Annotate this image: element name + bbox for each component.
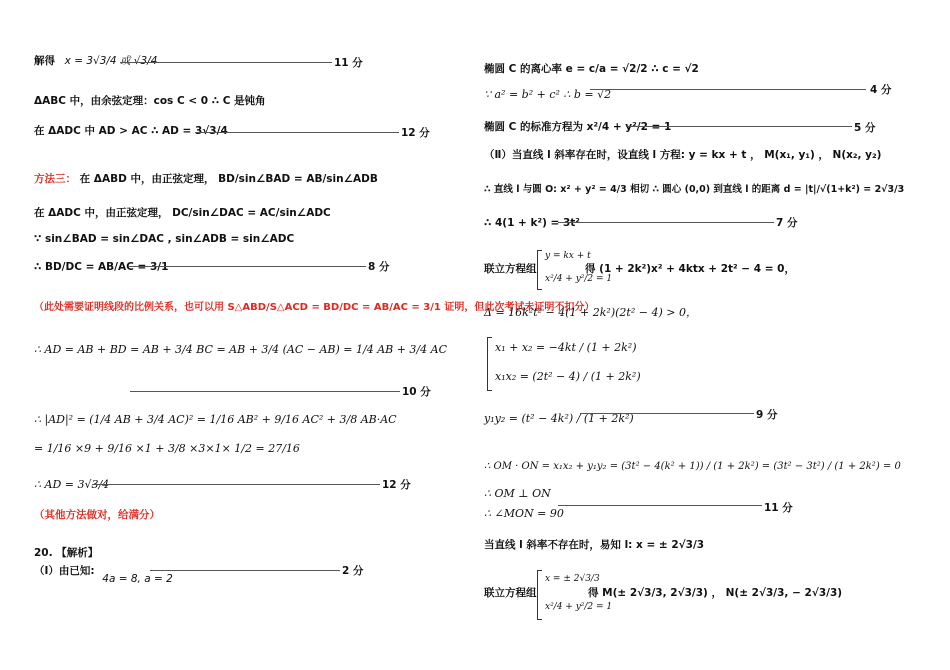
- score-leader-line: [92, 484, 380, 485]
- score-mark: 11 分: [334, 57, 363, 69]
- score-mark: 4 分: [870, 84, 892, 96]
- y-product-line: y₁y₂ = (t² − 4k²) / (1 + 2k²): [484, 412, 634, 425]
- vector-decomposition-line: ∴ AD = AB + BD = AB + 3/4 BC = AB + 3/4 (AC − AB) = 1/4 AB + 3/4 AC: [34, 343, 447, 356]
- part-one-math: 4a = 8, a = 2: [102, 573, 173, 585]
- score-mark: 9 分: [756, 409, 778, 421]
- discriminant-line: Δ = 16k²t² − 4(1 + 2k²)(2t² − 4) > 0，: [484, 306, 697, 319]
- angle-line: ∴ ∠MON = 90: [484, 507, 564, 520]
- score-mark: 2 分: [342, 565, 364, 577]
- score-leader-line: [558, 505, 762, 506]
- perpendicular-line: ∴ OM ⊥ ON: [484, 487, 551, 500]
- system-brace: [537, 570, 542, 620]
- solve-result-line: [34, 54, 157, 68]
- sine-law-adc-line: 在 ΔADC 中，由正弦定理， DC/sin∠DAC = AC/sin∠ADC: [34, 207, 331, 219]
- score-mark: 7 分: [776, 217, 798, 229]
- ellipse-equation-line: 椭圆 C 的标准方程为 x²/4 + y²/2 = 1: [484, 121, 672, 133]
- vertical-line-case: 当直线 l 斜率不存在时，易知 l: x = ± 2√3/3: [484, 539, 705, 551]
- dot-product-line: ∴ OM · ON = x₁x₂ + y₁y₂ = (3t² − 4(k² + 1)) / (1 + 2k²) = (3t² − 3t²) / (1 + 2k²) = 0: [484, 461, 901, 472]
- score-mark: 12 分: [382, 479, 411, 491]
- score-mark: 8 分: [368, 261, 390, 273]
- vieta-sum: x₁ + x₂ = −4kt / (1 + 2k²): [495, 341, 637, 354]
- solve-math: x = 3√3/4 或 √3/4: [64, 55, 158, 67]
- score-leader-line: [150, 570, 340, 571]
- system-label: 联立方程组: [484, 263, 537, 275]
- vieta-product: x₁x₂ = (2t² − 4) / (1 + 2k²): [495, 370, 641, 383]
- vector-square-line: ∴ |AD|² = (1/4 AB + 3/4 AC)² = 1/16 AB² + 9/16 AC² + 3/8 AB·AC: [34, 413, 397, 426]
- proof-note: （此处需要证明线段的比例关系，也可以用 S△ABD/S△ACD = BD/DC = AB/AC = 3/1 证明，但此次考试未证明不扣分）: [34, 302, 595, 313]
- solve-label: 解得: [34, 55, 55, 67]
- quadratic-result: 得 (1 + 2k²)x² + 4ktx + 2t² − 4 = 0，: [585, 263, 795, 275]
- intersection-points: 得 M(± 2√3/3, 2√3/3) ， N(± 2√3/3, − 2√3/3): [588, 587, 843, 599]
- system-equation-1: x = ± 2√3/3: [545, 574, 600, 584]
- score-mark: 10 分: [402, 386, 431, 398]
- other-methods-note: （其他方法做对，给满分）: [34, 509, 160, 521]
- cosine-law-line: ΔABC 中，由余弦定理：cos C < 0 ∴ C 是钝角: [34, 95, 266, 107]
- method-three-line: [34, 172, 378, 186]
- score-leader-line: [580, 413, 754, 414]
- ad-result-line: ∴ AD = 3√3/4: [34, 478, 110, 491]
- ratio-line: ∴ BD/DC = AB/AC = 3/1: [34, 261, 169, 273]
- score-leader-line: [626, 126, 852, 127]
- vector-evaluation-line: = 1/16 ×9 + 9/16 ×1 + 3/8 ×3×1× 1/2 = 27/16: [34, 442, 300, 455]
- b-value-line: ∵ a² = b² + c² ∴ b = √2: [484, 88, 612, 101]
- tangent-distance-line: ∴ 直线 l 与圆 O: x² + y² = 4/3 相切 ∴ 圆心 (0,0) 到直线 l 的距离 d = |t|/√(1+k²) = 2√3/3: [484, 184, 905, 195]
- part-two-setup-line: （Ⅱ）当直线 l 斜率存在时，设直线 l 方程: y = kx + t ， M(x₁, y₁) ， N(x₂, y₂): [484, 149, 882, 161]
- part-one-line: [34, 564, 173, 585]
- system-label: 联立方程组: [484, 587, 537, 599]
- system-equation-2: x²/4 + y²/2 = 1: [545, 274, 613, 284]
- eccentricity-line: 椭圆 C 的离心率 e = c/a = √2/2 ∴ c = √2: [484, 63, 699, 75]
- vieta-brace: [487, 337, 492, 391]
- k-t-relation-line: ∴ 4(1 + k²) = 3t²: [484, 217, 580, 229]
- score-mark: 5 分: [854, 122, 876, 134]
- part-one-label: （Ⅰ）由已知:: [34, 565, 95, 577]
- score-leader-line: [558, 222, 774, 223]
- score-mark: 12 分: [401, 127, 430, 139]
- score-leader-line: [590, 89, 866, 90]
- score-mark: 11 分: [764, 502, 793, 514]
- adc-conclusion-line: 在 ΔADC 中 AD > AC ∴ AD = 3√3/4: [34, 125, 228, 137]
- sine-equality-line: ∵ sin∠BAD = sin∠DAC , sin∠ADB = sin∠ADC: [34, 233, 295, 245]
- system-brace: [537, 250, 542, 290]
- score-leader-line: [128, 266, 366, 267]
- system-equation-1: y = kx + t: [545, 251, 591, 261]
- score-leader-line: [130, 391, 400, 392]
- system-equation-2: x²/4 + y²/2 = 1: [545, 602, 613, 612]
- method-three-label: 方法三：: [34, 173, 76, 185]
- question-20-title: 20. 【解析】: [34, 547, 99, 559]
- score-leader-line: [195, 132, 399, 133]
- score-leader-line: [120, 62, 332, 63]
- method-three-text: 在 ΔABD 中，由正弦定理， BD/sin∠BAD = AB/sin∠ADB: [79, 173, 378, 185]
